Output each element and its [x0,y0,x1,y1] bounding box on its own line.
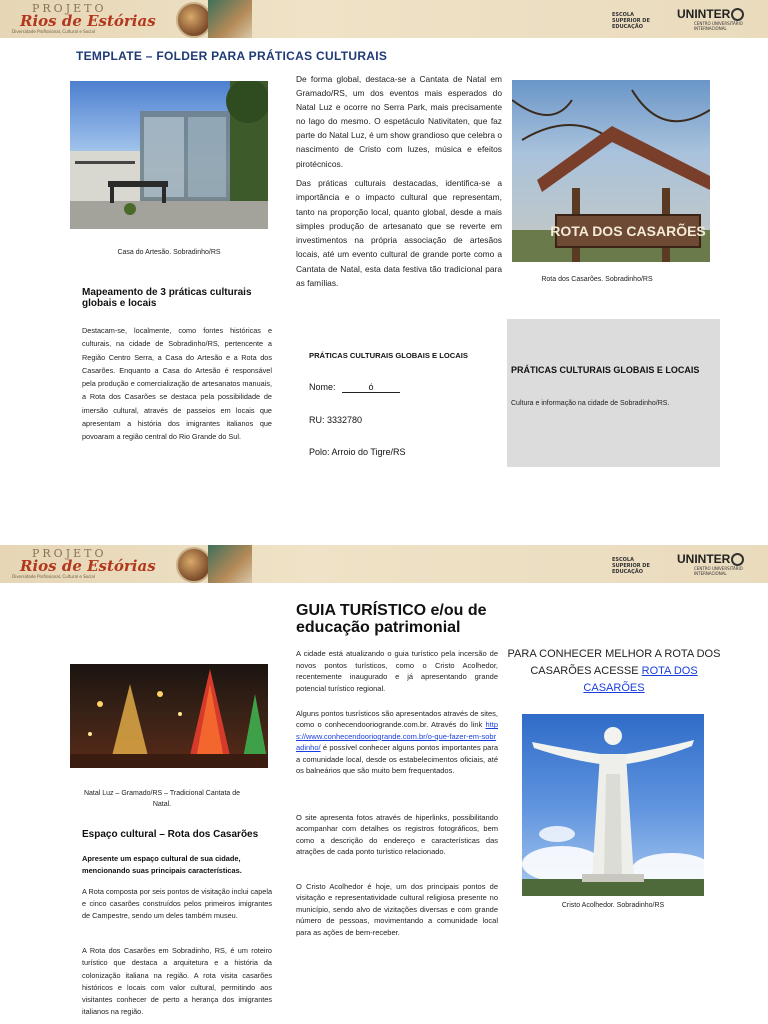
student-name-row [309,382,400,393]
text-guia-2-intro: Alguns pontos tusrísticos são apresentados através de sites, como o conhecendooriogrande.com.br. Através do link [296,709,498,730]
heading-mapeamento: Mapeamento de 3 práticas culturais globais e locais [82,287,252,309]
escola-superior-label: ESCOLA SUPERIOR DE EDUCAÇÃO [612,557,650,575]
projeto-logo-text: PROJETO [32,547,107,560]
caption-natal-luz: Natal Luz – Gramado/RS – Tradicional Cantata de Natal. [83,790,241,808]
nome-label: Nome: [309,382,336,392]
header-photo-strip [208,545,252,583]
uninter-logo: UNINTER [677,552,731,566]
header-badge-icon [176,547,212,583]
centro-universitario-label: CENTRO UNIVERSITÁRIO INTERNACIONAL [694,566,743,576]
logo-tagline: Diversidade Profissional, Cultural e Social [12,574,95,579]
header-photo-strip [208,0,252,38]
text-espaco-2: A Rota dos Casarões em Sobradinho, RS, é um roteiro turístico que destaca a arquitetura e a história da colonização italiana na região. A rota visita casarões históricos e locais com valor cultural, permitindo aos visitantes conhecer de perto a herança dos imigrantes italianos na região. [82,946,272,1017]
casa-do-artesao-photo [70,81,268,229]
student-polo: Polo: Arroio do Tigre/RS [309,447,406,457]
sign-text: ROTA DOS CASARÕES [550,223,706,239]
natal-luz-illustration [70,664,268,768]
casa-do-artesao-illustration [70,81,268,229]
graybox-subtitle: Cultura e informação na cidade de Sobradinho/RS. [511,400,670,407]
heading-espaco-cultural: Espaço cultural – Rota dos Casarões [82,829,259,840]
text-espaco-1: A Rota composta por seis pontos de visitação inclui capela e cinco casarões construídos pelos primeiros imigrantes de Campestre, sendo um deles também museu. [82,887,272,920]
globe-icon [731,8,744,21]
cristo-acolhedor-photo [522,714,704,896]
natal-luz-photo [70,664,268,768]
caption-cristo-acolhedor: Cristo Acolhedor. Sobradinho/RS [561,902,665,909]
rota-callout [504,646,724,697]
page1-header-band [0,0,768,38]
caption-rota-dos-casaroes: Rota dos Casarões. Sobradinho/RS [541,276,653,283]
text-guia-1: A cidade está atualizando o guia turístico pela incersão de novos pontos turísticos, como o Cristo Acolhedor, recentemente inaugurado e já apresentando grande potencial turístico regional. [296,649,498,693]
text-cantata-global: De forma global, destaca-se a Cantata de Natal em Gramado/RS, um dos eventos mais esperados do Natal Luz e ocorre no Serra Park, mais precisamente no lago do mesmo. O espetáculo Nativitaten, que faz parte do Natal Luz, é um show grandioso que celebra o nascimento de Cristo com luzes, música e efeitos pirotécnicos. [296,74,502,169]
logo-tagline: Diversidade Profissional, Cultural e Social [12,29,95,34]
header-badge-icon [176,2,212,38]
text-guia-4: O Cristo Acolhedor é hoje, um dos principais pontos de visitação e representatividade cultural religiosa presente no município, sendo alvo de vizitações diversas e com grande número de pessoas, movimentando a comunidade local para as ações de bem-receber. [296,882,498,937]
nome-value: ó [342,382,400,393]
student-ru: RU: 3332780 [309,415,363,425]
cristo-illustration [522,714,704,896]
heading-guia-turistico: GUIA TURÍSTICO e/ou de educação patrimonial [296,602,487,636]
summary-gray-box [507,319,720,467]
rota-callout-text: PARA CONHECER MELHOR A ROTA DOS CASARÕES ACESSE [507,648,721,677]
escola-superior-label: ESCOLA SUPERIOR DE EDUCAÇÃO [612,12,650,30]
projeto-logo-text: PROJETO [32,2,107,15]
text-guia-3: O site apresenta fotos através de hiperlinks, possibilitando acompanhar com detalhes os registros fotográficos, bem como a descrição do endereço e características das atrações de cada ponto turístico relacionado. [296,813,498,857]
rota-dos-casaroes-photo [512,80,710,262]
rota-dos-casaroes-link[interactable]: ROTA DOS CASARÕES [583,665,698,694]
rios-de-estorias-logo: Rios de Estórias [20,557,156,575]
student-section-heading: PRÁTICAS CULTURAIS GLOBAIS E LOCAIS [309,351,468,360]
rota-sign-illustration [512,80,710,262]
uninter-logo: UNINTER [677,7,731,21]
text-guia-2-rest: é possível conhecer alguns pontos importantes para a comunidade local, desde os estabelecimentos oficiais, até os balneários que são muito bem frequentados. [296,743,498,776]
page2-header-band [0,545,768,583]
link-conhecendo-rio-grande[interactable]: https://www.conhecendooriogrande.com.br/o-que-fazer-em-sobradinho/ [296,720,498,753]
text-guia-2 [296,708,498,776]
page-title: TEMPLATE – FOLDER PARA PRÁTICAS CULTURAIS [76,49,388,63]
graybox-heading: PRÁTICAS CULTURAIS GLOBAIS E LOCAIS [511,365,700,375]
text-mapeamento: Destacam-se, localmente, como fontes históricas e culturais, na cidade de Sobradinho/RS, pertencente a Região Centro Serra, a Casa do Artesão e a Rota dos Casarões. Enquanto a Casa do Artesão é responsável pela produção e comercialização de artesanatos manuais, a Rota dos Casarões se destaca pela possibilidade de imersão cultural, através de passeios em locais que apresentam a história dos imigrantes italianos que povoaram a região central do Rio Grande do Sul. [82,326,272,442]
caption-casa-do-artesao: Casa do Artesão. Sobradinho/RS [117,249,221,256]
rios-de-estorias-logo: Rios de Estórias [20,12,156,30]
globe-icon [731,553,744,566]
centro-universitario-label: CENTRO UNIVERSITÁRIO INTERNACIONAL [694,21,743,31]
prompt-espaco-cultural: Apresente um espaço cultural de sua cidade, mencionando suas principais características. [82,854,242,875]
text-praticas-impacto: Das práticas culturais destacadas, identifica-se a importância e o impacto cultural que representam, tanto na proporção local, quanto global, desde a mais simples produção de artesanato que se reverte em investimentos na própria associação de artesãos locais, até um evento cultural de grande porte como a Cantata de Natal, esta data festiva tão tradicional para as famílias. [296,178,502,289]
